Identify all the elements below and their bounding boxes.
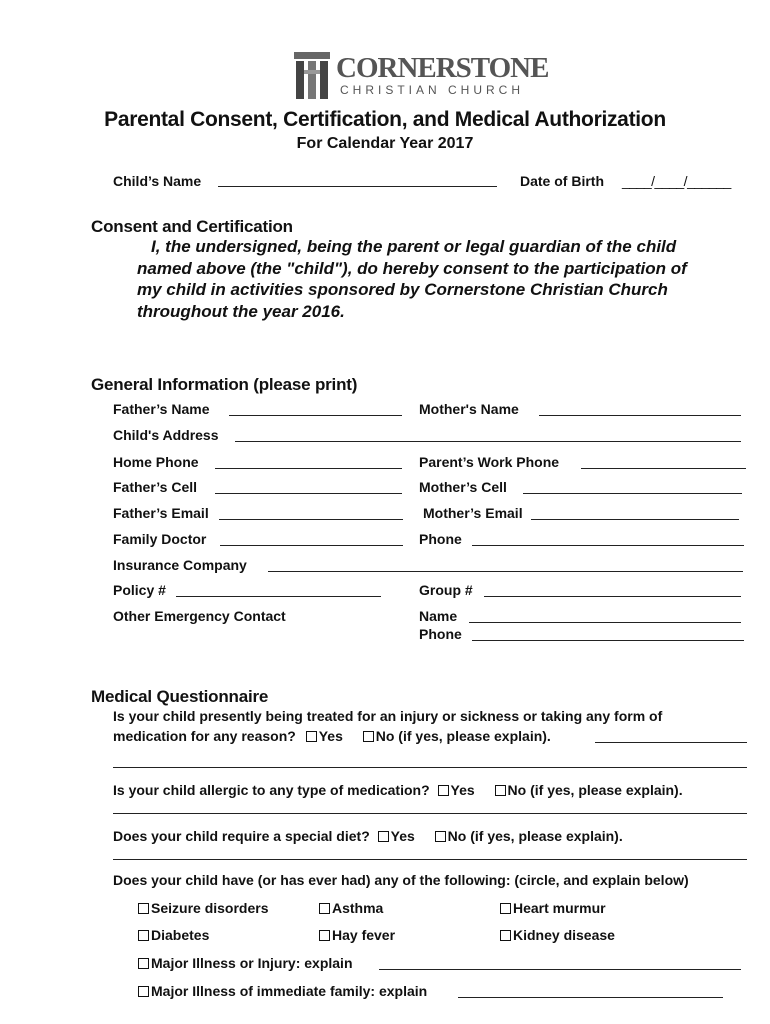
page-subtitle: For Calendar Year 2017 bbox=[296, 135, 474, 152]
consent-line-1: I, the undersigned, being the parent or legal guardian of the child bbox=[151, 237, 677, 256]
checkbox-icon[interactable] bbox=[378, 831, 389, 842]
question-3-text: Does your child require a special diet? bbox=[113, 828, 370, 844]
fathers-email-field[interactable] bbox=[219, 519, 403, 520]
option-label: Diabetes bbox=[151, 927, 210, 943]
consent-line-2: named above (the "child"), do hereby consent to the participation of bbox=[137, 258, 687, 278]
q3-yes-option[interactable] bbox=[378, 828, 415, 844]
checkbox-icon[interactable] bbox=[319, 903, 330, 914]
checkbox-icon[interactable] bbox=[138, 903, 149, 914]
consent-line-4 bbox=[137, 301, 687, 323]
checkbox-icon[interactable] bbox=[435, 831, 446, 842]
asthma-option[interactable] bbox=[319, 900, 383, 916]
fathers-email-label: Father’s Email bbox=[113, 505, 209, 521]
page-title: Parental Consent, Certification, and Medical Authorization bbox=[104, 108, 666, 131]
option-label: Hay fever bbox=[332, 927, 396, 943]
no-label: No (if yes, please explain). bbox=[375, 728, 551, 744]
family-doctor-field[interactable] bbox=[220, 545, 403, 546]
consent-line-4-end: . bbox=[340, 301, 345, 321]
fathers-name-field[interactable] bbox=[229, 415, 402, 416]
no-label: No (if yes, please explain). bbox=[507, 782, 683, 798]
diabetes-option[interactable] bbox=[138, 927, 209, 943]
consent-text bbox=[137, 236, 687, 322]
insurance-company-label: Insurance Company bbox=[113, 557, 247, 573]
emergency-phone-label: Phone bbox=[419, 626, 462, 642]
checkbox-icon[interactable] bbox=[438, 785, 449, 796]
q3-explain-field[interactable] bbox=[113, 859, 747, 860]
checkbox-icon[interactable] bbox=[138, 930, 149, 941]
mothers-email-field[interactable] bbox=[531, 519, 739, 520]
childs-address-field[interactable] bbox=[235, 441, 741, 442]
consent-line-4-text: throughout the year bbox=[137, 301, 303, 321]
yes-label: Yes bbox=[318, 728, 343, 744]
question-1-line-1: Is your child presently being treated for an injury or sickness or taking any form of bbox=[113, 708, 663, 724]
doctor-phone-field[interactable] bbox=[472, 545, 744, 546]
no-label: No (if yes, please explain). bbox=[447, 828, 623, 844]
q1-yes-option[interactable] bbox=[306, 728, 343, 744]
seizure-disorders-option[interactable] bbox=[138, 900, 269, 916]
policy-number-label: Policy # bbox=[113, 582, 166, 598]
heart-murmur-option[interactable] bbox=[500, 900, 606, 916]
option-label: Major Illness or Injury: explain bbox=[151, 955, 353, 971]
logo-subtitle: CHRISTIAN CHURCH bbox=[340, 83, 524, 97]
option-label: Seizure disorders bbox=[151, 900, 269, 916]
church-logo bbox=[294, 50, 554, 102]
mothers-email-label: Mother’s Email bbox=[423, 505, 523, 521]
parents-work-phone-label: Parent’s Work Phone bbox=[419, 454, 560, 470]
yes-label: Yes bbox=[390, 828, 415, 844]
group-number-field[interactable] bbox=[484, 596, 741, 597]
policy-number-field[interactable] bbox=[176, 596, 381, 597]
question-1-line-2 bbox=[113, 728, 551, 744]
general-info-heading: General Information (please print) bbox=[91, 375, 358, 394]
question-2-text: Is your child allergic to any type of medication? bbox=[113, 782, 430, 798]
childs-address-label: Child's Address bbox=[113, 427, 219, 443]
home-phone-field[interactable] bbox=[215, 468, 402, 469]
major-illness-option[interactable] bbox=[138, 955, 353, 971]
question-4: Does your child have (or has ever had) any of the following: (circle, and explain below) bbox=[113, 872, 689, 888]
q1-no-option[interactable] bbox=[363, 728, 551, 744]
family-doctor-label: Family Doctor bbox=[113, 531, 207, 547]
date-of-birth-field[interactable]: ____/____/______ bbox=[622, 173, 731, 189]
childs-name-label: Child’s Name bbox=[113, 173, 202, 189]
option-label: Major Illness of immediate family: explain bbox=[151, 983, 428, 999]
emergency-name-label: Name bbox=[419, 608, 458, 624]
mothers-cell-label: Mother’s Cell bbox=[419, 479, 507, 495]
question-1-text: medication for any reason? bbox=[113, 728, 296, 744]
checkbox-icon[interactable] bbox=[138, 986, 149, 997]
logo-wordmark: CORNERSTONE bbox=[336, 52, 549, 84]
fathers-cell-label: Father’s Cell bbox=[113, 479, 198, 495]
group-number-label: Group # bbox=[419, 582, 473, 598]
yes-label: Yes bbox=[450, 782, 475, 798]
consent-line-3: my child in activities sponsored by Cornerstone Christian Church bbox=[137, 280, 668, 299]
consent-year: 2016 bbox=[302, 301, 341, 321]
checkbox-icon[interactable] bbox=[500, 903, 511, 914]
checkbox-icon[interactable] bbox=[319, 930, 330, 941]
family-illness-option[interactable] bbox=[138, 983, 427, 999]
hay-fever-option[interactable] bbox=[319, 927, 395, 943]
cross-pillar-icon bbox=[294, 52, 330, 100]
checkbox-icon[interactable] bbox=[495, 785, 506, 796]
checkbox-icon[interactable] bbox=[306, 731, 317, 742]
question-3 bbox=[113, 828, 623, 844]
q1-explain-field-2[interactable] bbox=[113, 767, 747, 768]
home-phone-label: Home Phone bbox=[113, 454, 199, 470]
option-label: Kidney disease bbox=[513, 927, 615, 943]
option-label: Heart murmur bbox=[513, 900, 606, 916]
other-emergency-contact-label: Other Emergency Contact bbox=[113, 608, 286, 624]
question-2 bbox=[113, 782, 683, 798]
mothers-name-field[interactable] bbox=[539, 415, 741, 416]
q2-no-option[interactable] bbox=[495, 782, 683, 798]
major-illness-explain-field[interactable] bbox=[379, 969, 741, 970]
medical-heading: Medical Questionnaire bbox=[91, 687, 269, 706]
checkbox-icon[interactable] bbox=[500, 930, 511, 941]
option-label: Asthma bbox=[332, 900, 384, 916]
checkbox-icon[interactable] bbox=[363, 731, 374, 742]
consent-heading: Consent and Certification bbox=[91, 217, 293, 236]
emergency-phone-field[interactable] bbox=[472, 640, 744, 641]
emergency-name-field[interactable] bbox=[469, 622, 741, 623]
family-illness-explain-field[interactable] bbox=[458, 997, 723, 998]
parents-work-phone-field[interactable] bbox=[581, 468, 746, 469]
q3-no-option[interactable] bbox=[435, 828, 623, 844]
q2-explain-field[interactable] bbox=[113, 813, 747, 814]
q1-explain-field[interactable] bbox=[595, 742, 747, 743]
doctor-phone-label: Phone bbox=[419, 531, 462, 547]
insurance-company-field[interactable] bbox=[268, 571, 743, 572]
fathers-name-label: Father’s Name bbox=[113, 401, 210, 417]
kidney-disease-option[interactable] bbox=[500, 927, 615, 943]
mothers-name-label: Mother's Name bbox=[419, 401, 519, 417]
childs-name-field[interactable] bbox=[218, 186, 497, 187]
fathers-cell-field[interactable] bbox=[215, 493, 402, 494]
mothers-cell-field[interactable] bbox=[523, 493, 742, 494]
q2-yes-option[interactable] bbox=[438, 782, 475, 798]
date-of-birth-label: Date of Birth bbox=[520, 173, 604, 189]
checkbox-icon[interactable] bbox=[138, 958, 149, 969]
